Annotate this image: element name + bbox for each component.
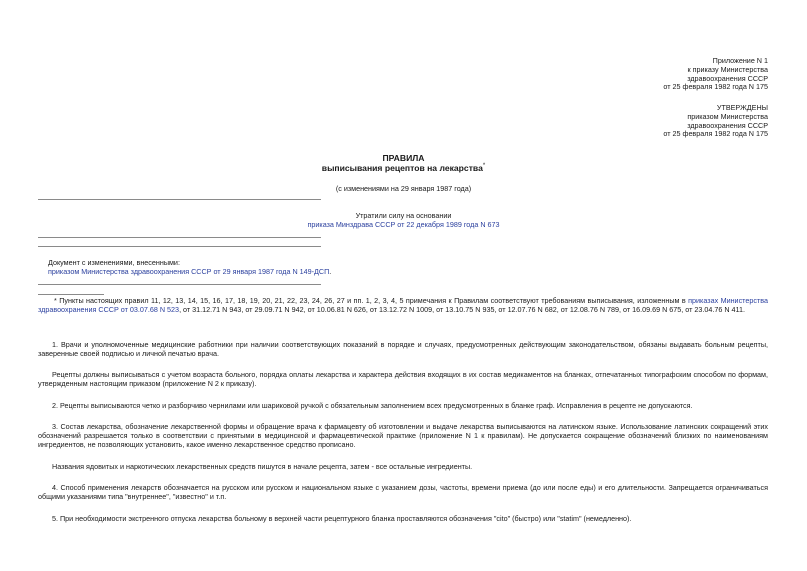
appendix-block — [663, 57, 768, 92]
footnote-marker: * — [482, 163, 486, 170]
approved-line: здравоохранения СССР — [687, 120, 768, 130]
paragraph-2: Рецепты должны выписываться с учетом возраста больного, порядка оплаты лекарства и характера действия входящих в их состав медикаментов на бланках, отпечатанных типографским способом по формам, утвержденным настоящим приказом (приложение N 2 к приказу). — [38, 370, 768, 388]
appendix-line: здравоохранения СССР — [687, 73, 768, 83]
approved-block — [663, 104, 768, 139]
footnote-separator — [38, 294, 104, 295]
approved-line: приказом Министерства — [687, 111, 768, 121]
invalid-link[interactable]: приказа Минздрава СССР от 22 декабря 1989 года N 673 — [307, 219, 500, 229]
amended-block — [48, 259, 331, 277]
appendix-line: Приложение N 1 — [712, 56, 768, 65]
document-title — [0, 153, 807, 174]
paragraph-4: 3. Состав лекарства, обозначение лекарственной формы и обращение врача к фармацевту об изготовлении и выдаче лекарства выписываются на латинском языке. Использование латинских сокращений этих обозначений разрешается только в соответствии с принятыми в медицинской и фармацевтической практике (приложение N 1 к правилам). Не допускается сокращение обозначений близких по наименованиям ингредиентов, не позволяющих установить, какое именно лекарственное средство прописано. — [38, 422, 768, 449]
amended-line — [48, 268, 331, 277]
paragraph-5: Названия ядовитых и наркотических лекарственных средств пишутся в начале рецепта, затем - все остальные ингредиенты. — [52, 462, 473, 471]
paragraph-1: 1. Врачи и уполномоченные медицинские работники при наличии соответствующих показаний в порядке и случаях, предусмотренных действующим законодательством, обязаны выдавать больным рецепты, заверенные своей подписью и личной печатью врача. — [38, 340, 768, 358]
invalid-text: Утратили силу на основании — [355, 211, 452, 220]
divider — [38, 246, 321, 247]
amended-suffix: . — [329, 266, 332, 276]
paragraph-6: 4. Способ применения лекарств обозначается на русском или русском и национальном языке с указанием дозы, частоты, времени приема (до или после еды) и его длительности. Запрещается ограничиваться общими указаниями типа "внутреннее", "известно" и т.п. — [38, 483, 768, 501]
divider — [38, 237, 321, 238]
title-line-2: выписывания рецептов на лекарства* — [321, 163, 486, 174]
footnote — [38, 297, 768, 315]
footnote-text-end: , от 31.12.71 N 943, от 29.09.71 N 942, от 10.06.81 N 626, от 13.12.72 N 1009, от 13.10.75 N 935, от 12.07.76 N 682, от 12.08.76 N 789, от 16.09.69 N 675, от 23.04.76 N 411. — [179, 304, 746, 314]
amended-link[interactable]: приказом Министерства здравоохранения СССР от 29 января 1987 года N 149-ДСП — [48, 266, 330, 276]
divider — [38, 284, 321, 285]
changes-note: (с изменениями на 29 января 1987 года) — [335, 184, 472, 193]
paragraph-7: 5. При необходимости экстренного отпуска лекарства больному в верхней части рецептурного бланка проставляются обозначения "cito" (быстро) или "statim" (немедленно). — [52, 514, 632, 523]
appendix-line: от 25 февраля 1982 года N 175 — [663, 82, 768, 92]
approved-line: УТВЕРЖДЕНЫ — [716, 103, 768, 112]
paragraph-3: 2. Рецепты выписываются четко и разборчиво чернилами или шариковой ручкой с обязательным заполнением всех предусмотренных в бланке граф. Исправления в рецепте не допускаются. — [52, 401, 693, 410]
approved-line: от 25 февраля 1982 года N 175 — [663, 129, 768, 139]
footnote-link[interactable]: приказах Министерства здравоохранения СССР от 03.07.68 N 523 — [38, 296, 768, 314]
amended-text: Документ с изменениями, внесенными: — [48, 258, 180, 267]
title-line-1: ПРАВИЛА — [382, 153, 425, 163]
divider — [38, 199, 321, 200]
invalid-block — [0, 212, 807, 230]
footnote-text: * Пункты настоящих правил 11, 12, 13, 14, 15, 16, 17, 18, 19, 20, 21, 22, 23, 24, 26, 27 и пп. 1, 2, 3, 4, 5 примечания к Правилам соответствуют требованиям выписывания, изложенным в — [54, 296, 686, 305]
appendix-line: к приказу Министерства — [687, 64, 768, 74]
